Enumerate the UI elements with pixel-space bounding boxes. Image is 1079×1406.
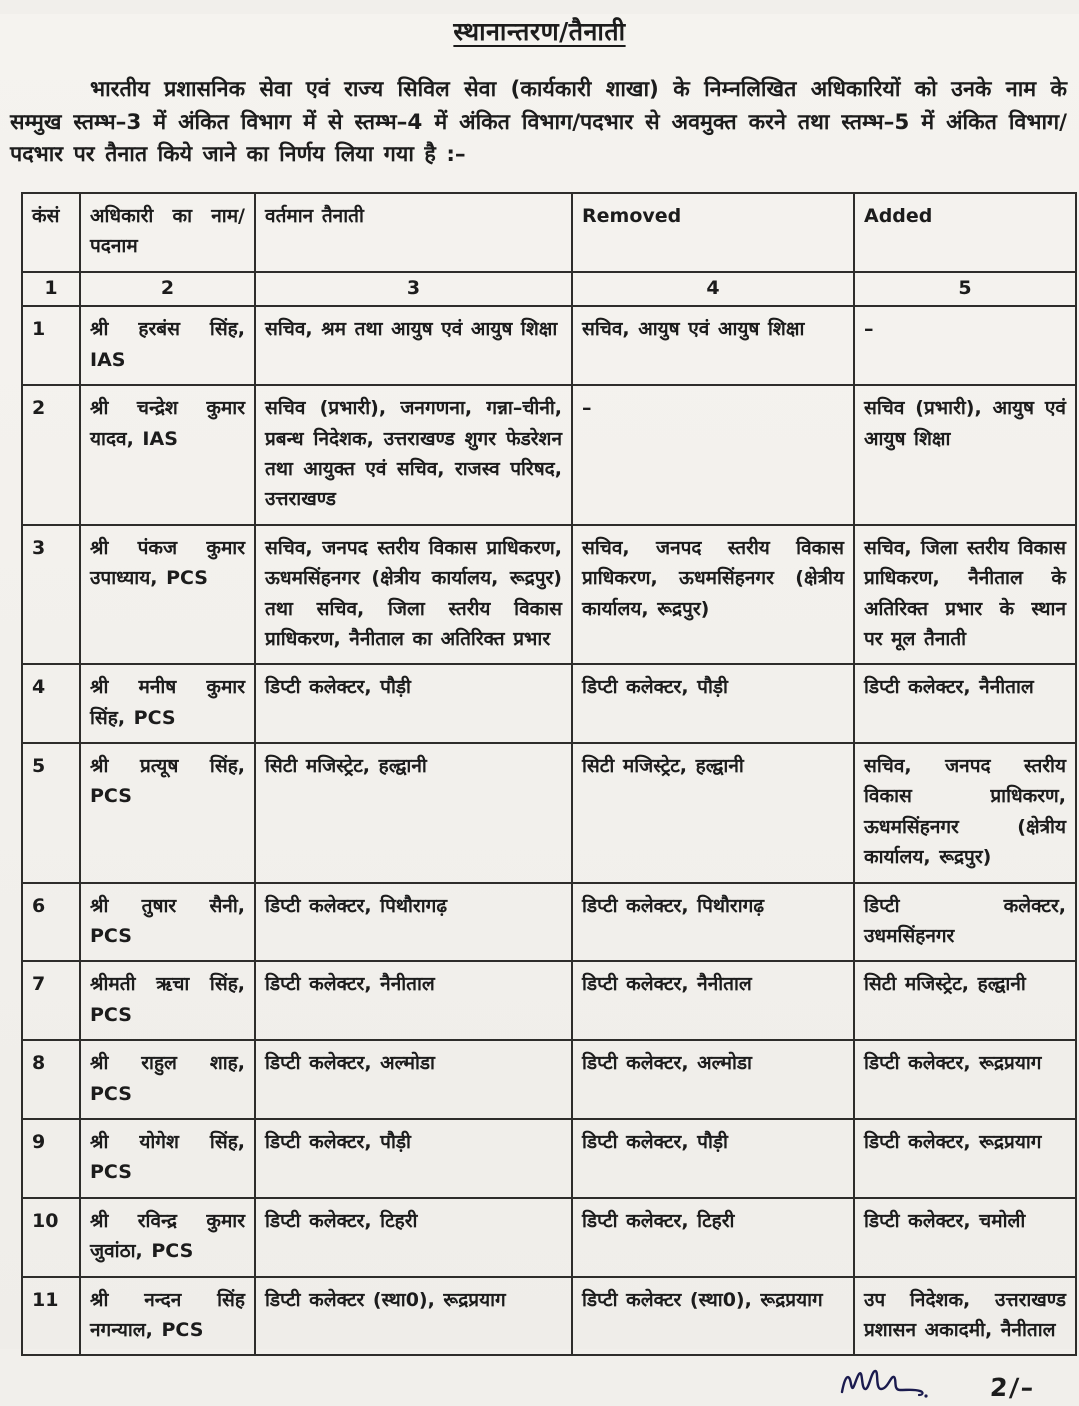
col-header-removed: Removed [572,193,854,272]
cell-serial: 7 [22,961,80,1040]
cell-removed: सिटी मजिस्ट्रेट, हल्द्वानी [572,743,854,883]
table-row [22,883,1076,962]
cell-current-posting: सचिव (प्रभारी), जनगणना, गन्ना–चीनी, प्रबन्ध निदेशक, उत्तराखण्ड शुगर फेडरेशन तथा आयुक्त एवं सचिव, राजस्व परिषद, उत्तराखण्ड [255,385,572,525]
cell-current-posting: सचिव, जनपद स्तरीय विकास प्राधिकरण, ऊधमसिंहनगर (क्षेत्रीय कार्यालय, रूद्रपुर) तथा सचिव, जिला स्तरीय विकास प्राधिकरण, नैनीताल का अतिरिक्त प्रभार [255,525,572,665]
page-footer [0,1356,1079,1406]
cell-serial: 5 [22,743,80,883]
cell-officer-name: श्री चन्द्रेश कुमार यादव, IAS [80,385,255,525]
cell-officer-name: श्री नन्दन सिंह नगन्याल, PCS [80,1277,255,1356]
cell-added: सचिव, जनपद स्तरीय विकास प्राधिकरण, ऊधमसिंहनगर (क्षेत्रीय कार्यालय, रूद्रपुर) [854,743,1076,883]
cell-current-posting: डिप्टी कलेक्टर, पिथौरागढ़ [255,883,572,962]
cell-added: सचिव, जिला स्तरीय विकास प्राधिकरण, नैनीताल के अतिरिक्त प्रभार के स्थान पर मूल तैनाती [854,525,1076,665]
cell-removed: डिप्टी कलेक्टर, पिथौरागढ़ [572,883,854,962]
document-page [0,14,1079,1403]
cell-removed: डिप्टी कलेक्टर, पौड़ी [572,664,854,743]
col-header-current-posting: वर्तमान तैनाती [255,193,572,272]
column-number: 1 [22,272,80,307]
page-number: 2/– [989,1373,1037,1403]
cell-officer-name: श्रीमती ऋचा सिंह, PCS [80,961,255,1040]
cell-added: सचिव (प्रभारी), आयुष एवं आयुष शिक्षा [854,385,1076,525]
cell-added: डिप्टी कलेक्टर, उधमसिंहनगर [854,883,1076,962]
column-number: 3 [255,272,572,307]
table-row [22,961,1076,1040]
cell-added: डिप्टी कलेक्टर, नैनीताल [854,664,1076,743]
cell-removed: डिप्टी कलेक्टर, नैनीताल [572,961,854,1040]
table-row [22,385,1076,525]
cell-current-posting: डिप्टी कलेक्टर, पौड़ी [255,664,572,743]
col-header-added: Added [854,193,1076,272]
cell-serial: 3 [22,525,80,665]
col-header-officer-name: अधिकारी का नाम/पदनाम [80,193,255,272]
cell-added: उप निदेशक, उत्तराखण्ड प्रशासन अकादमी, नैनीताल [854,1277,1076,1356]
cell-serial: 6 [22,883,80,962]
cell-officer-name: श्री योगेश सिंह, PCS [80,1119,255,1198]
cell-added: – [854,306,1076,385]
table-header-row [22,193,1076,272]
cell-removed: डिप्टी कलेक्टर, टिहरी [572,1198,854,1277]
table-row [22,1119,1076,1198]
cell-removed: डिप्टी कलेक्टर, पौड़ी [572,1119,854,1198]
cell-current-posting: डिप्टी कलेक्टर, पौड़ी [255,1119,572,1198]
cell-added: डिप्टी कलेक्टर, रूद्रप्रयाग [854,1119,1076,1198]
cell-serial: 8 [22,1040,80,1119]
transfer-table [21,192,1077,1356]
cell-current-posting: डिप्टी कलेक्टर (स्था0), रूद्रप्रयाग [255,1277,572,1356]
table-row [22,1198,1076,1277]
cell-current-posting: डिप्टी कलेक्टर, अल्मोडा [255,1040,572,1119]
cell-officer-name: श्री प्रत्यूष सिंह, PCS [80,743,255,883]
cell-removed: डिप्टी कलेक्टर (स्था0), रूद्रप्रयाग [572,1277,854,1356]
intro-paragraph: भारतीय प्रशासनिक सेवा एवं राज्य सिविल सेवा (कार्यकारी शाखा) के निम्नलिखित अधिकारियों को उनके नाम के सम्मुख स्तम्भ–3 में अंकित विभाग में से स्तम्भ–4 में अंकित विभाग/पदभार से अवमुक्त करने तथा स्तम्भ–5 में अंकित विभाग/पदभार पर तैनात किये जाने का निर्णय लिया गया है :– [10,77,1067,168]
cell-serial: 10 [22,1198,80,1277]
cell-current-posting: सिटी मजिस्ट्रेट, हल्द्वानी [255,743,572,883]
column-number: 4 [572,272,854,307]
cell-added: डिप्टी कलेक्टर, चमोली [854,1198,1076,1277]
cell-current-posting: डिप्टी कलेक्टर, टिहरी [255,1198,572,1277]
signature-scribble [836,1362,932,1406]
table-row [22,1040,1076,1119]
cell-added: सिटी मजिस्ट्रेट, हल्द्वानी [854,961,1076,1040]
cell-serial: 4 [22,664,80,743]
table-row [22,1277,1076,1356]
col-header-serial: कंसं [22,193,80,272]
cell-officer-name: श्री रविन्द्र कुमार जुवांठा, PCS [80,1198,255,1277]
table-row [22,525,1076,665]
cell-officer-name: श्री पंकज कुमार उपाध्याय, PCS [80,525,255,665]
table-row [22,664,1076,743]
cell-current-posting: सचिव, श्रम तथा आयुष एवं आयुष शिक्षा [255,306,572,385]
column-number-row [22,272,1076,307]
cell-removed: डिप्टी कलेक्टर, अल्मोडा [572,1040,854,1119]
cell-serial: 2 [22,385,80,525]
document-title: स्थानान्तरण/तैनाती [453,17,626,46]
cell-removed: सचिव, आयुष एवं आयुष शिक्षा [572,306,854,385]
column-number: 5 [854,272,1076,307]
cell-officer-name: श्री मनीष कुमार सिंह, PCS [80,664,255,743]
cell-officer-name: श्री राहुल शाह, PCS [80,1040,255,1119]
table-row [22,743,1076,883]
cell-serial: 11 [22,1277,80,1356]
table-row [22,306,1076,385]
cell-added: डिप्टी कलेक्टर, रूद्रप्रयाग [854,1040,1076,1119]
cell-serial: 9 [22,1119,80,1198]
cell-removed: सचिव, जनपद स्तरीय विकास प्राधिकरण, ऊधमसिंहनगर (क्षेत्रीय कार्यालय, रूद्रपुर) [572,525,854,665]
cell-officer-name: श्री हरबंस सिंह, IAS [80,306,255,385]
cell-officer-name: श्री तुषार सैनी, PCS [80,883,255,962]
cell-removed: – [572,385,854,525]
cell-serial: 1 [22,306,80,385]
cell-current-posting: डिप्टी कलेक्टर, नैनीताल [255,961,572,1040]
column-number: 2 [80,272,255,307]
